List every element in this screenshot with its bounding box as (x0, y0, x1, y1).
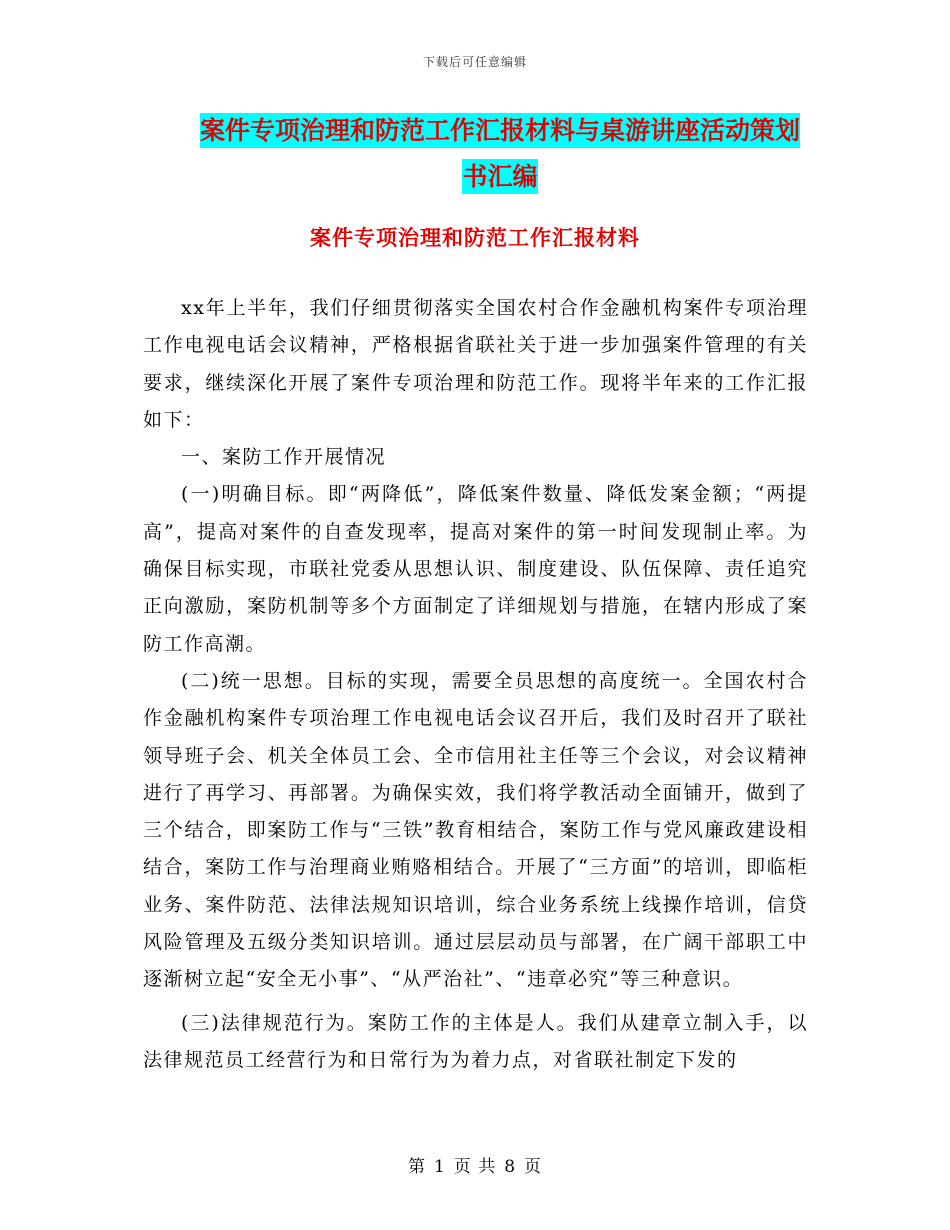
paragraph: (三)法律规范行为。案防工作的主体是人。我们从建章立制入手，以法律规范员工经营行为和日常行为为着力点，对省联社制定下发的 (143, 1011, 808, 1071)
document-title-text: 案件专项治理和防范工作汇报材料与桌游讲座活动策划书汇编 (200, 113, 800, 194)
page-footer (0, 1152, 950, 1177)
paragraph: 一、案防工作开展情况 (181, 446, 387, 469)
paragraph: (一)明确目标。即“两降低”，降低案件数量、降低发案金额；“两提高”，提高对案件的自查发现率，提高对案件的第一时间发现制止率。为确保目标实现，市联社党委从思想认识、制度建设、队伍保障、责任追究正向激励，案防机制等多个方面制定了详细规划与措施，在辖内形成了案防工作高潮。 (143, 483, 808, 655)
footer-suffix: 页 (524, 1157, 543, 1177)
paragraph: (二)统一思想。目标的实现，需要全员思想的高度统一。全国农村合作金融机构案件专项治理工作电视电话会议召开后，我们及时召开了联社领导班子会、机关全体员工会、全市信用社主任等三个会议，对会议精神进行了再学习、再部署。为确保实效，我们将学教活动全面铺开，做到了三个结合，即案防工作与“三铁”教育相结合，案防工作与党风廉政建设相结合，案防工作与治理商业贿赂相结合。开展了“三方面”的培训，即临柜业务、案件防范、法律法规知识培训，综合业务系统上线操作培训，信贷风险管理及五级分类知识培训。通过层层动员与部署，在广阔干部职工中逐渐树立起“安全无小事”、“从严治社”、“违章必究”等三种意识。 (143, 669, 808, 991)
page-header-note: 下载后可任意编辑 (422, 55, 527, 69)
section-title: 案件专项治理和防范工作汇报材料 (310, 226, 640, 250)
footer-mid: 页 共 (453, 1157, 497, 1177)
document-body (143, 290, 808, 1079)
footer-page-number: 1 (433, 1157, 446, 1177)
paragraph: xx年上半年，我们仔细贯彻落实全国农村合作金融机构案件专项治理工作电视电话会议精神，严格根据省联社关于进一步加强案件管理的有关要求，继续深化开展了案件专项治理和防范工作。现将半年来的工作汇报如下： (143, 297, 808, 431)
footer-total-pages: 8 (504, 1157, 517, 1177)
document-title (190, 108, 810, 200)
footer-prefix: 第 (407, 1157, 426, 1177)
